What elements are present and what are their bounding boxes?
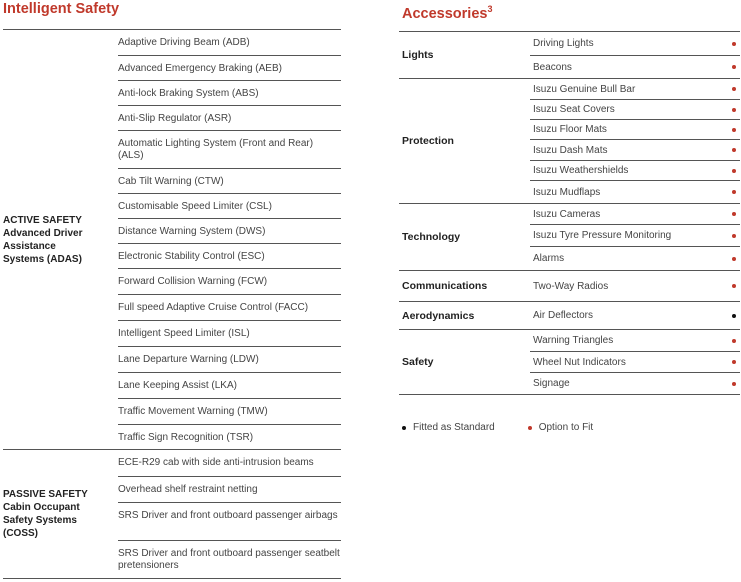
accessory-item	[530, 246, 740, 270]
accessory-group	[399, 31, 740, 78]
accessory-group	[399, 203, 740, 270]
option-dot-icon	[732, 42, 736, 46]
accessory-item	[530, 32, 740, 55]
accessory-item-label: Isuzu Floor Mats	[533, 124, 607, 135]
category-line: Assistance	[3, 240, 56, 252]
accessories-title	[402, 4, 492, 22]
accessory-item-label: Alarms	[533, 253, 565, 264]
category-line: PASSIVE SAFETY	[3, 489, 88, 500]
category-line: Systems (ADAS)	[3, 253, 82, 265]
safety-feature-item: Overhead shelf restraint netting	[118, 476, 341, 502]
accessory-item-label: Wheel Nut Indicators	[533, 356, 626, 368]
safety-feature-item: Traffic Movement Warning (TMW)	[118, 398, 341, 424]
accessory-item-label: Isuzu Genuine Bull Bar	[533, 83, 636, 95]
legend-standard	[402, 422, 495, 433]
legend-standard-label: Fitted as Standard	[413, 422, 495, 433]
legend-option	[528, 422, 593, 433]
accessory-item	[530, 330, 740, 351]
option-dot-icon	[732, 234, 736, 238]
accessory-item	[530, 139, 740, 160]
safety-feature-item: Anti-lock Braking System (ABS)	[118, 80, 341, 105]
safety-feature-item: Lane Departure Warning (LDW)	[118, 346, 341, 372]
category-line: Safety Systems	[3, 515, 77, 526]
accessory-group	[399, 270, 740, 301]
safety-feature-item: Advanced Emergency Braking (AEB)	[118, 55, 341, 80]
accessory-item-label: Isuzu Mudflaps	[533, 186, 601, 198]
accessory-item	[530, 160, 740, 180]
safety-feature-item: Anti-Slip Regulator (ASR)	[118, 105, 341, 130]
accessory-item	[530, 180, 740, 203]
safety-feature-item: SRS Driver and front outboard passenger airbags	[118, 502, 341, 540]
safety-group	[3, 449, 341, 579]
accessory-item-label: Warning Triangles	[533, 335, 614, 346]
legend-option-label: Option to Fit	[538, 422, 594, 433]
safety-feature-item: Intelligent Speed Limiter (ISL)	[118, 320, 341, 346]
accessory-item	[530, 119, 740, 139]
option-dot-icon	[732, 169, 736, 173]
standard-dot-icon	[402, 426, 406, 430]
option-dot-icon	[732, 212, 736, 216]
accessory-item-label: Two-Way Radios	[533, 280, 609, 292]
accessory-category: Safety	[402, 356, 434, 368]
option-dot-icon	[732, 128, 736, 132]
accessories-title-text: Accessories	[402, 5, 488, 22]
accessory-item-label: Isuzu Weathershields	[533, 165, 629, 176]
option-dot-icon	[732, 148, 736, 152]
option-dot-icon	[528, 426, 532, 430]
safety-feature-item: Automatic Lighting System (Front and Rear) (ALS)	[118, 130, 341, 168]
option-dot-icon	[732, 382, 736, 386]
safety-feature-item: SRS Driver and front outboard passenger seatbelt pretensioners	[118, 540, 341, 578]
safety-feature-item: Full speed Adaptive Cruise Control (FACC)	[118, 294, 341, 320]
accessory-category: Technology	[402, 231, 461, 243]
accessory-item	[530, 224, 740, 246]
safety-group-category	[3, 450, 118, 578]
safety-group-category	[3, 30, 118, 449]
accessory-group	[399, 78, 740, 203]
safety-feature-item: ECE-R29 cab with side anti-intrusion beams	[118, 457, 314, 468]
accessory-category: Lights	[402, 49, 434, 61]
safety-feature-item: Customisable Speed Limiter (CSL)	[118, 193, 341, 218]
accessory-category: Protection	[402, 135, 454, 147]
safety-feature-item: Lane Keeping Assist (LKA)	[118, 372, 341, 398]
accessory-group	[399, 329, 740, 395]
accessory-item-label: Signage	[533, 378, 570, 389]
option-dot-icon	[732, 87, 736, 91]
safety-group	[3, 29, 341, 449]
accessory-item-label: Air Deflectors	[533, 310, 594, 321]
accessory-category: Communications	[402, 280, 488, 292]
category-line: ACTIVE SAFETY	[3, 214, 82, 226]
accessory-item	[530, 302, 740, 329]
accessory-item	[530, 204, 740, 224]
category-line: (COSS)	[3, 528, 38, 539]
safety-feature-item: Forward Collision Warning (FCW)	[118, 268, 341, 294]
accessory-category: Aerodynamics	[402, 309, 475, 322]
accessory-item	[530, 351, 740, 372]
safety-table	[3, 29, 341, 579]
safety-feature-item: Electronic Stability Control (ESC)	[118, 243, 341, 268]
safety-feature-item: Traffic Sign Recognition (TSR)	[118, 424, 341, 449]
legend	[402, 422, 626, 433]
option-dot-icon	[732, 190, 736, 194]
option-dot-icon	[732, 108, 736, 112]
accessory-item-label: Isuzu Dash Mats	[533, 144, 608, 156]
category-line: Advanced Driver	[3, 227, 83, 239]
accessory-item	[530, 99, 740, 119]
accessory-item-label: Isuzu Tyre Pressure Monitoring	[533, 230, 672, 241]
accessory-item-label: Beacons	[533, 61, 572, 73]
option-dot-icon	[732, 284, 736, 288]
accessory-group	[399, 301, 740, 329]
accessory-item	[530, 55, 740, 78]
accessory-item-label: Driving Lights	[533, 38, 594, 49]
accessories-table	[399, 31, 740, 395]
safety-feature-item: Adaptive Driving Beam (ADB)	[118, 37, 250, 48]
option-dot-icon	[732, 257, 736, 261]
accessories-footnote-marker: 3	[487, 4, 493, 14]
standard-dot-icon	[732, 314, 736, 318]
option-dot-icon	[732, 65, 736, 69]
accessory-item-label: Isuzu Seat Covers	[533, 104, 615, 115]
safety-feature-item: Distance Warning System (DWS)	[118, 218, 341, 243]
accessory-item	[530, 271, 740, 301]
accessory-item	[530, 372, 740, 394]
accessory-item	[530, 79, 740, 99]
category-line: Cabin Occupant	[3, 502, 80, 513]
intelligent-safety-title: Intelligent Safety	[3, 1, 120, 17]
accessory-item-label: Isuzu Cameras	[533, 208, 601, 220]
safety-feature-item: Cab Tilt Warning (CTW)	[118, 168, 341, 193]
option-dot-icon	[732, 339, 736, 343]
option-dot-icon	[732, 360, 736, 364]
